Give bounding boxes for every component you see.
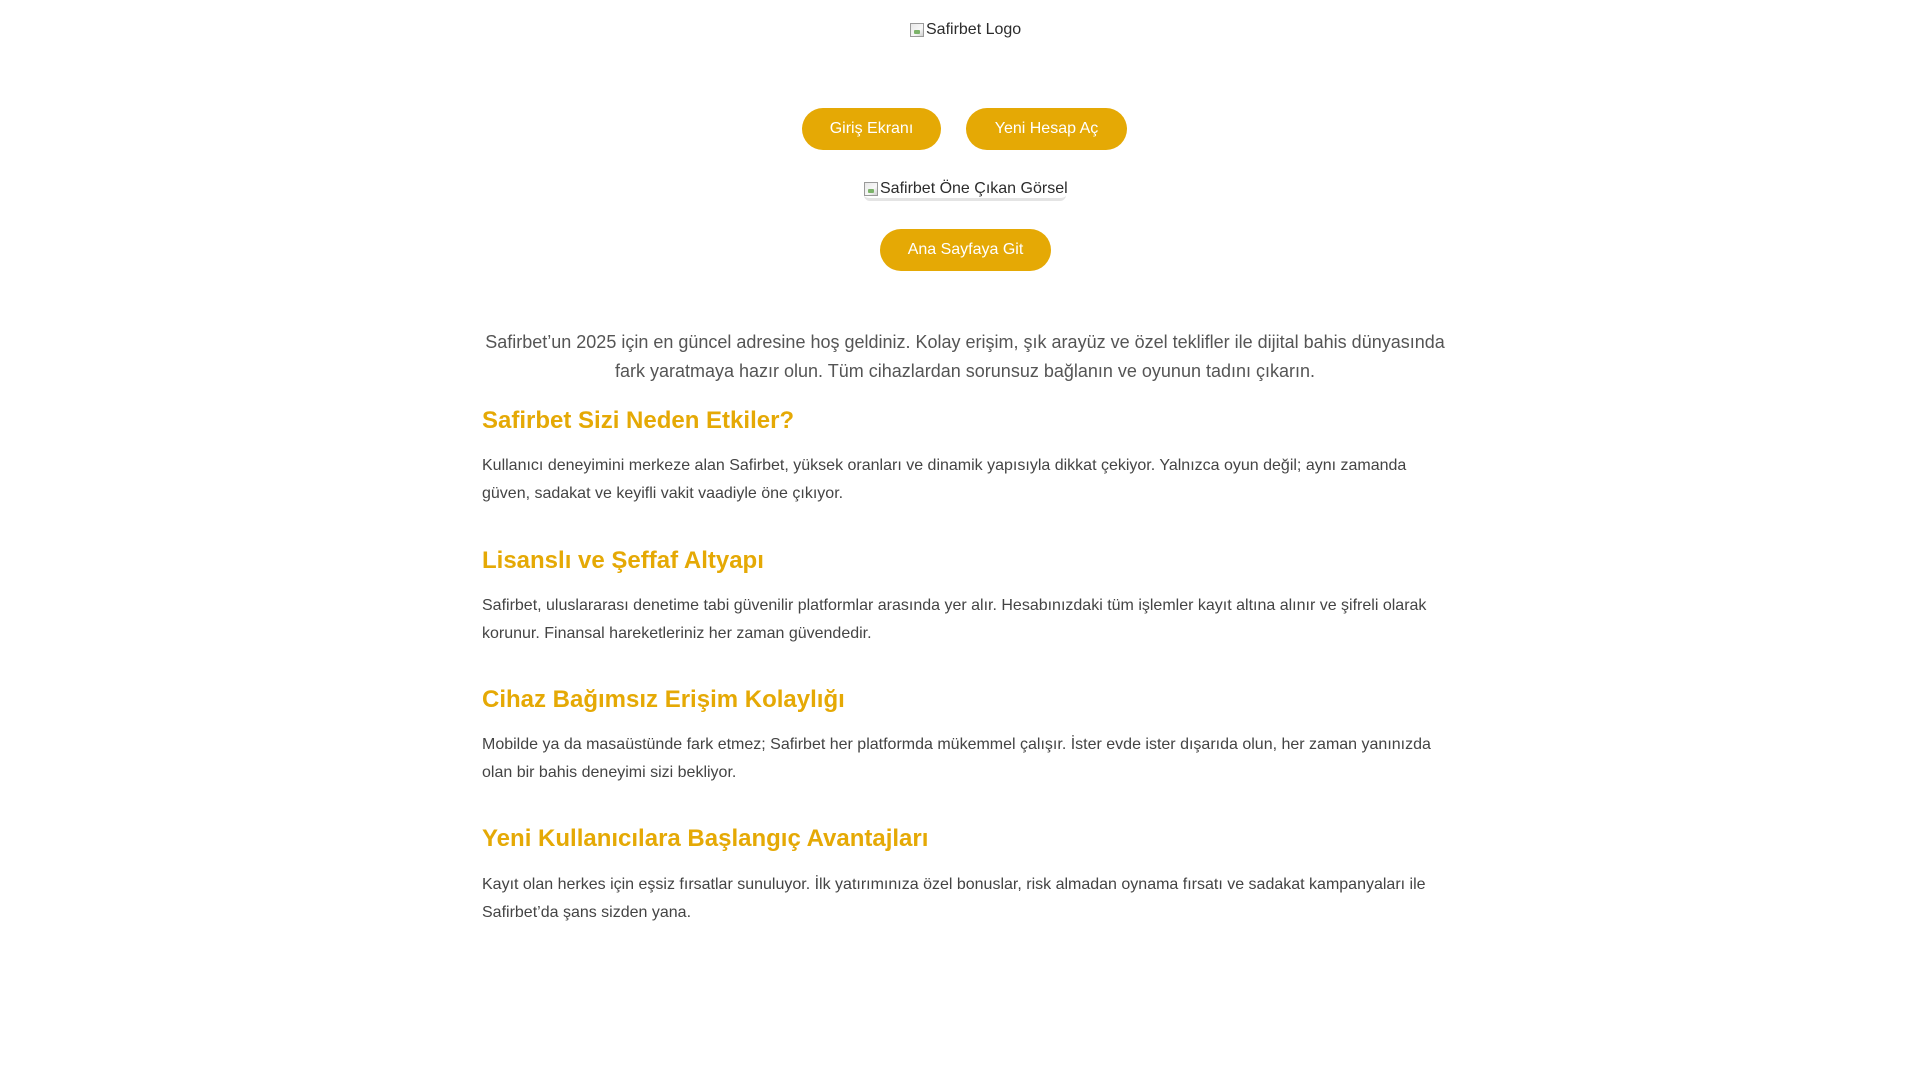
section-title: Cihaz Bağımsız Erişim Kolaylığı xyxy=(482,686,845,713)
intro-text: Safirbet’un 2025 için en güncel adresine hoş geldiniz. Kolay erişim, şık arayüz ve özel teklifler ile dijital bahis dünyasında fark yaratmaya hazır olun. Tüm cihazlardan sorunsuz bağlanın ve oyunun tadını çıkarın. xyxy=(485,332,1445,381)
section-text: Kayıt olan herkes için eşsiz fırsatlar sunuluyor. İlk yatırımınıza özel bonuslar, risk almadan oynama fırsatı ve sadakat kampanyaları ile Safirbet’da şans sizden yana. xyxy=(482,876,1426,921)
section-text: Mobilde ya da masaüstünde fark etmez; Safirbet her platformda mükemmel çalışır. İster evde ister dışarıda olun, her zaman yanınızda olan bir bahis deneyimi sizi bekliyor. xyxy=(482,736,1431,781)
section-text: Kullanıcı deneyimini merkeze alan Safirbet, yüksek oranları ve dinamik yapısıyla dikkat çekiyor. Yalnızca oyun değil; aynı zamanda güven, sadakat ve keyifli vakit vaadiyle öne çıkıyor. xyxy=(482,457,1407,502)
section-title: Safirbet Sizi Neden Etkiler? xyxy=(482,407,795,434)
broken-image-icon xyxy=(864,182,878,196)
login-button[interactable]: Giriş Ekranı xyxy=(802,108,941,150)
featured-image xyxy=(864,179,1066,201)
site-logo[interactable] xyxy=(910,19,1025,41)
section-title: Lisanslı ve Şeffaf Altyapı xyxy=(482,547,764,574)
broken-image-icon xyxy=(910,23,924,37)
featured-image-alt-text: Safirbet Öne Çıkan Görsel xyxy=(880,179,1068,197)
section-text: Safirbet, uluslararası denetime tabi güvenilir platformlar arasında yer alır. Hesabınızdaki tüm işlemler kayıt altına alınır ve şifreli olarak korunur. Finansal hareketleriniz her zaman güvendedir. xyxy=(482,597,1427,642)
section-title: Yeni Kullanıcılara Başlangıç Avantajları xyxy=(482,825,929,852)
register-button[interactable]: Yeni Hesap Aç xyxy=(966,108,1127,150)
logo-alt-text: Safirbet Logo xyxy=(926,21,1022,38)
home-button[interactable]: Ana Sayfaya Git xyxy=(880,229,1051,271)
